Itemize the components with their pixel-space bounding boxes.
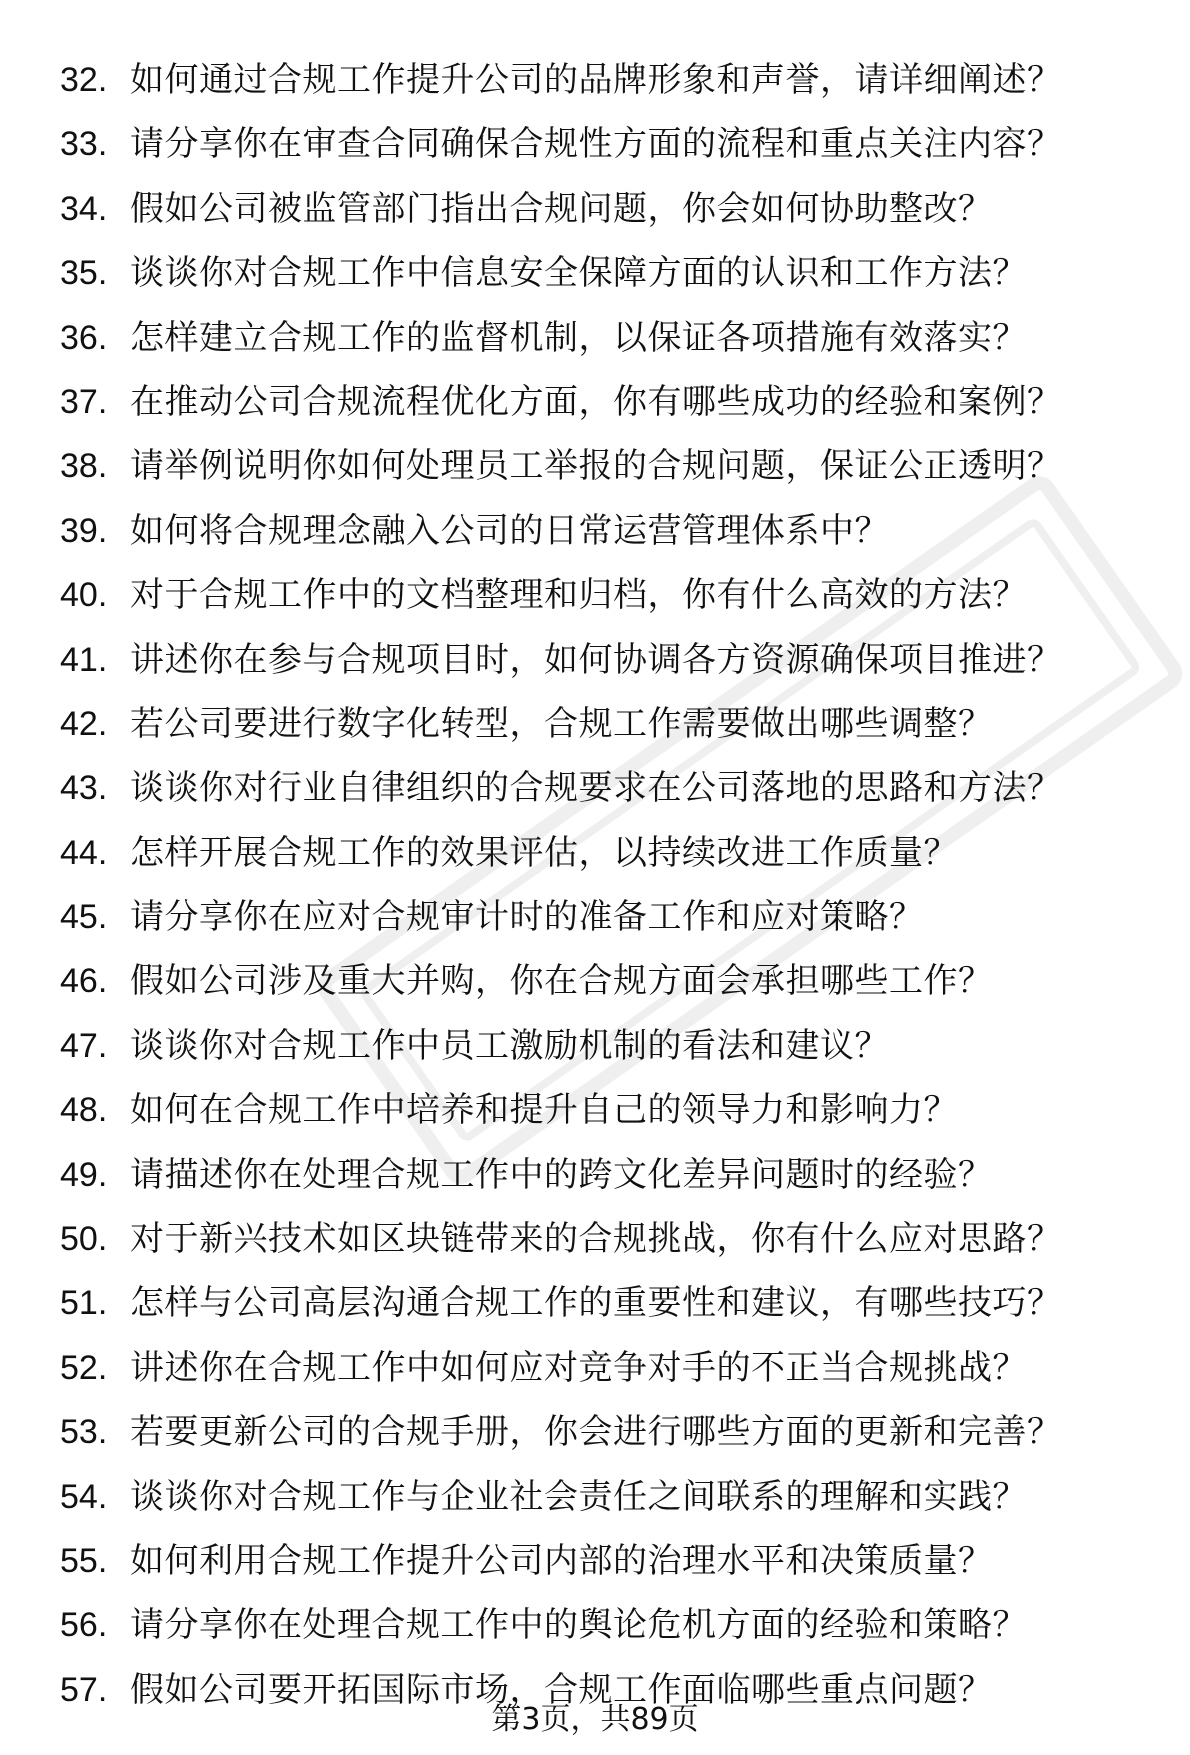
question-number: 35. — [60, 254, 108, 293]
question-number: 42. — [60, 704, 108, 743]
question-text: 讲述你在合规工作中如何应对竞争对手的不正当合规挑战？ — [130, 1347, 1027, 1388]
question-text: 请分享你在审查合同确保合规性方面的流程和重点关注内容？ — [130, 124, 1062, 165]
question-number: 32. — [60, 61, 108, 99]
question-item — [60, 1207, 1150, 1271]
question-text: 怎样建立合规工作的监督机制，以保证各项措施有效落实？ — [130, 317, 1027, 358]
question-item — [60, 692, 1150, 756]
question-item — [60, 241, 1150, 305]
question-text: 请举例说明你如何处理员工举报的合规问题，保证公正透明？ — [130, 446, 1062, 487]
question-item — [60, 628, 1150, 692]
question-text: 请分享你在应对合规审计时的准备工作和应对策略？ — [130, 897, 924, 938]
question-item — [60, 1143, 1150, 1207]
question-text: 讲述你在参与合规项目时，如何协调各方资源确保项目推进？ — [130, 639, 1062, 680]
question-number: 34. — [60, 189, 108, 228]
question-item — [60, 112, 1150, 176]
page-number: 第3页，共89页 — [491, 1702, 699, 1737]
question-item — [60, 1529, 1150, 1593]
question-text: 对于新兴技术如区块链带来的合规挑战，你有什么应对思路？ — [130, 1219, 1062, 1260]
question-text: 假如公司涉及重大并购，你在合规方面会承担哪些工作？ — [130, 961, 993, 1002]
question-number: 38. — [60, 447, 108, 486]
question-number: 44. — [60, 833, 108, 872]
question-text: 请分享你在处理合规工作中的舆论危机方面的经验和策略？ — [130, 1605, 1027, 1646]
question-item — [60, 434, 1150, 498]
question-item — [60, 1593, 1150, 1657]
question-item — [60, 1465, 1150, 1529]
question-number: 51. — [60, 1284, 108, 1323]
question-text: 谈谈你对合规工作中员工激励机制的看法和建议？ — [130, 1025, 889, 1066]
question-item — [60, 821, 1150, 885]
question-text: 假如公司被监管部门指出合规问题，你会如何协助整改？ — [130, 188, 993, 229]
question-number: 40. — [60, 576, 108, 615]
question-text: 如何在合规工作中培养和提升自己的领导力和影响力？ — [130, 1090, 958, 1131]
question-text: 请描述你在处理合规工作中的跨文化差异问题时的经验？ — [130, 1154, 993, 1195]
question-item — [60, 499, 1150, 563]
question-item — [60, 177, 1150, 241]
question-item — [60, 1271, 1150, 1335]
question-item — [60, 306, 1150, 370]
question-item — [60, 563, 1150, 627]
question-number: 52. — [60, 1348, 108, 1387]
question-text: 如何将合规理念融入公司的日常运营管理体系中？ — [130, 510, 889, 551]
question-text: 谈谈你对合规工作中信息安全保障方面的认识和工作方法？ — [130, 253, 1027, 294]
question-number: 33. — [60, 125, 108, 164]
question-number: 47. — [60, 1026, 108, 1065]
question-text: 若公司要进行数字化转型，合规工作需要做出哪些调整？ — [130, 703, 993, 744]
question-number: 54. — [60, 1477, 108, 1516]
question-text: 若要更新公司的合规手册，你会进行哪些方面的更新和完善？ — [130, 1412, 1062, 1453]
question-number: 57. — [60, 1670, 108, 1709]
question-number: 45. — [60, 898, 108, 937]
question-text: 如何利用合规工作提升公司内部的治理水平和决策质量？ — [130, 1540, 993, 1581]
question-number: 56. — [60, 1606, 108, 1645]
question-number: 36. — [60, 318, 108, 357]
question-number: 50. — [60, 1220, 108, 1259]
question-item — [60, 949, 1150, 1013]
question-item — [60, 1014, 1150, 1078]
question-number: 48. — [60, 1091, 108, 1130]
question-item — [60, 370, 1150, 434]
question-text: 怎样开展合规工作的效果评估，以持续改进工作质量？ — [130, 832, 958, 873]
question-item — [60, 756, 1150, 820]
question-text: 在推动公司合规流程优化方面，你有哪些成功的经验和案例？ — [130, 381, 1062, 422]
question-number: 43. — [60, 769, 108, 808]
question-text: 谈谈你对行业自律组织的合规要求在公司落地的思路和方法？ — [130, 768, 1062, 809]
question-number: 37. — [60, 382, 108, 421]
question-text: 怎样与公司高层沟通合规工作的重要性和建议，有哪些技巧？ — [130, 1283, 1062, 1324]
question-list — [60, 48, 1150, 1722]
question-text: 对于合规工作中的文档整理和归档，你有什么高效的方法？ — [130, 575, 1027, 616]
question-item — [60, 1400, 1150, 1464]
question-number: 55. — [60, 1541, 108, 1580]
question-text: 如何通过合规工作提升公司的品牌形象和声誉，请详细阐述？ — [130, 60, 1062, 100]
question-number: 49. — [60, 1155, 108, 1194]
question-text: 假如公司要开拓国际市场，合规工作面临哪些重点问题？ — [130, 1669, 993, 1710]
question-item — [60, 885, 1150, 949]
question-item — [60, 1078, 1150, 1142]
question-item — [60, 1336, 1150, 1400]
question-number: 39. — [60, 511, 108, 550]
question-number: 53. — [60, 1413, 108, 1452]
question-number: 46. — [60, 962, 108, 1001]
question-text: 谈谈你对合规工作与企业社会责任之间联系的理解和实践？ — [130, 1476, 1027, 1517]
question-item — [60, 48, 1150, 112]
question-number: 41. — [60, 640, 108, 679]
